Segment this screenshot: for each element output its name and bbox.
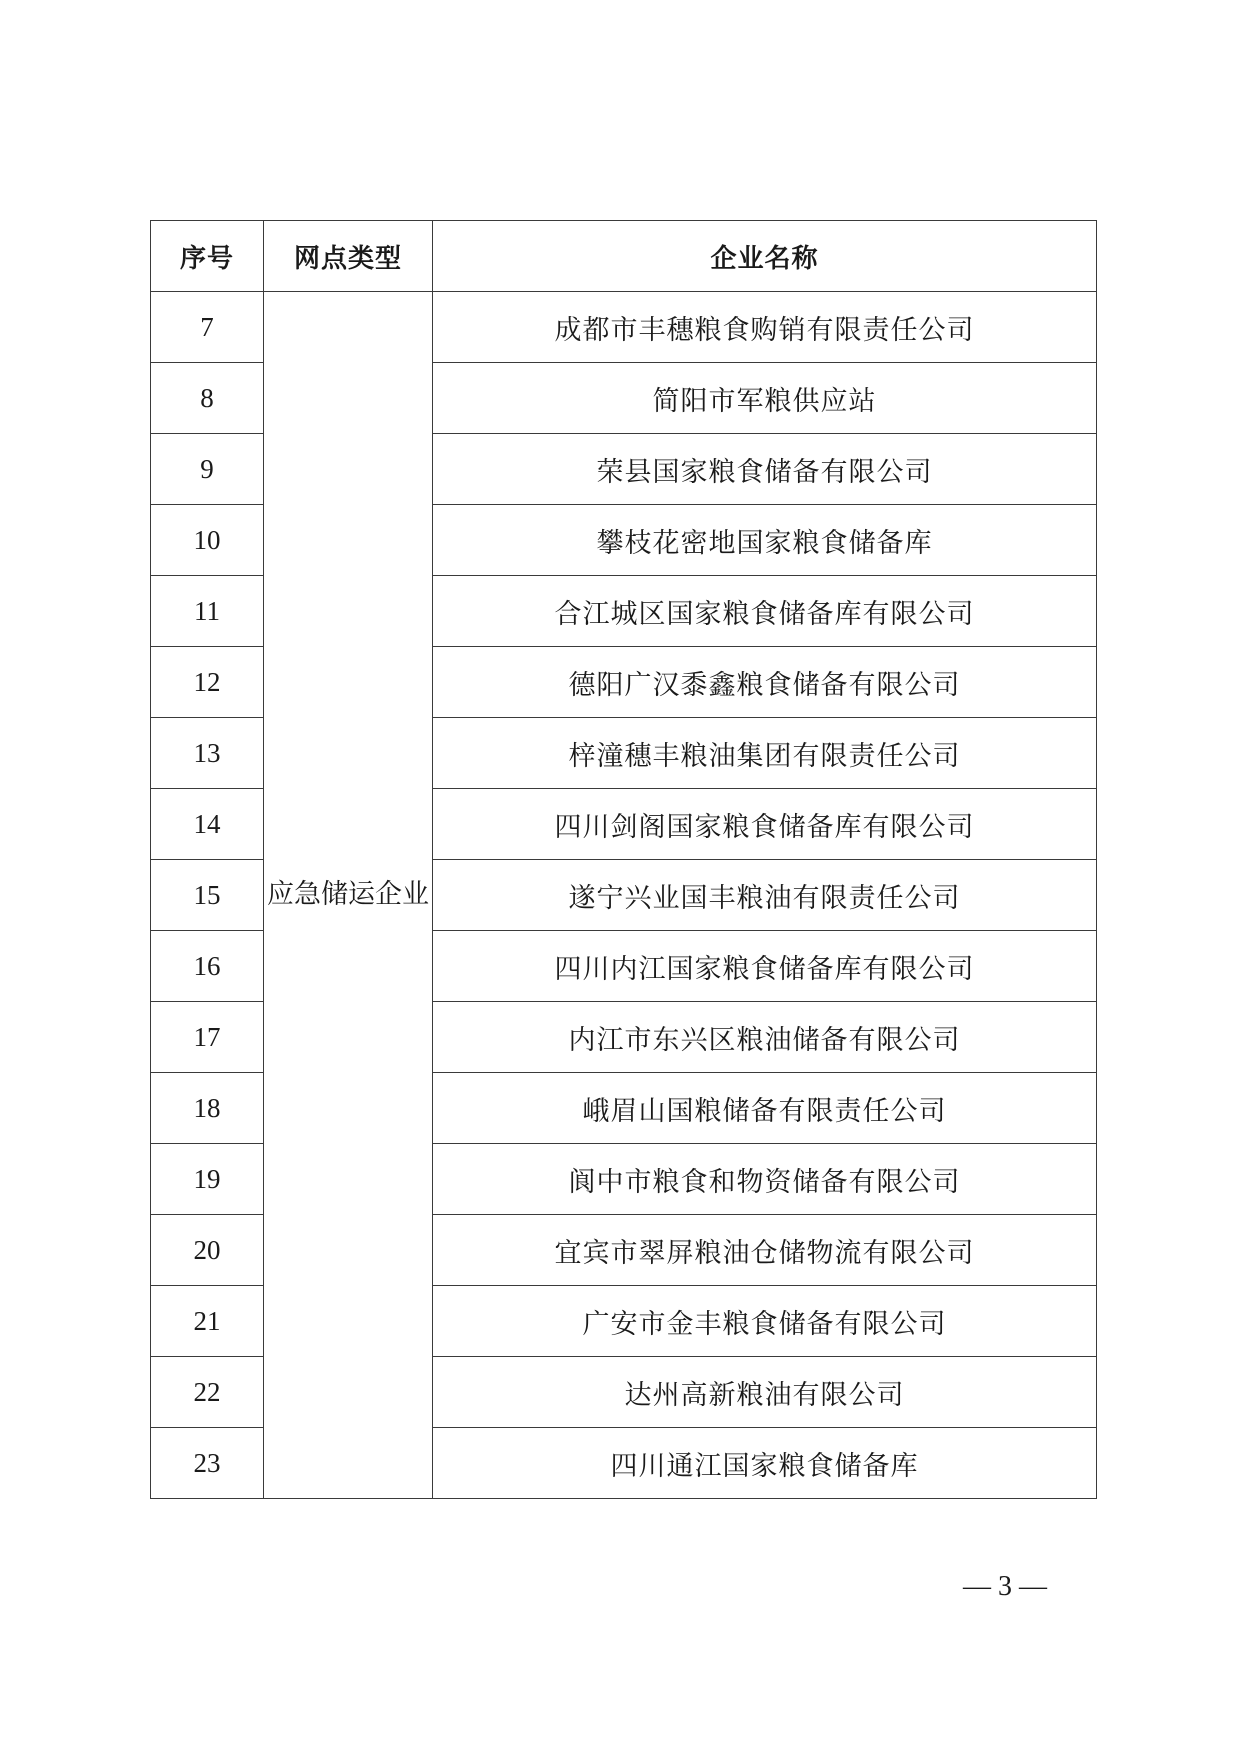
header-seq: 序号 (151, 221, 264, 292)
row-seq: 23 (151, 1428, 264, 1499)
row-seq: 11 (151, 576, 264, 647)
table-row (151, 292, 1097, 363)
row-name: 阆中市粮食和物资储备有限公司 (433, 1144, 1097, 1215)
row-seq: 19 (151, 1144, 264, 1215)
row-name: 梓潼穗丰粮油集团有限责任公司 (433, 718, 1097, 789)
row-seq: 14 (151, 789, 264, 860)
row-name: 广安市金丰粮食储备有限公司 (433, 1286, 1097, 1357)
row-name: 成都市丰穗粮食购销有限责任公司 (433, 292, 1097, 363)
row-seq: 22 (151, 1357, 264, 1428)
header-name: 企业名称 (433, 221, 1097, 292)
row-name: 四川内江国家粮食储备库有限公司 (433, 931, 1097, 1002)
row-seq: 20 (151, 1215, 264, 1286)
row-name: 荣县国家粮食储备有限公司 (433, 434, 1097, 505)
row-seq: 21 (151, 1286, 264, 1357)
row-seq: 12 (151, 647, 264, 718)
row-seq: 9 (151, 434, 264, 505)
row-name: 达州高新粮油有限公司 (433, 1357, 1097, 1428)
row-seq: 17 (151, 1002, 264, 1073)
table-header-row (151, 221, 1097, 292)
row-seq: 16 (151, 931, 264, 1002)
row-name: 四川通江国家粮食储备库 (433, 1428, 1097, 1499)
row-name: 合江城区国家粮食储备库有限公司 (433, 576, 1097, 647)
type-cell: 应急储运企业 (264, 292, 433, 1499)
row-seq: 7 (151, 292, 264, 363)
row-seq: 15 (151, 860, 264, 931)
enterprise-table (150, 220, 1097, 1499)
row-seq: 13 (151, 718, 264, 789)
row-name: 简阳市军粮供应站 (433, 363, 1097, 434)
row-seq: 10 (151, 505, 264, 576)
row-seq: 8 (151, 363, 264, 434)
table-body (151, 292, 1097, 1499)
row-name: 遂宁兴业国丰粮油有限责任公司 (433, 860, 1097, 931)
row-name: 宜宾市翠屏粮油仓储物流有限公司 (433, 1215, 1097, 1286)
row-name: 峨眉山国粮储备有限责任公司 (433, 1073, 1097, 1144)
row-seq: 18 (151, 1073, 264, 1144)
header-type: 网点类型 (264, 221, 433, 292)
page-number: — 3 — (963, 1571, 1047, 1602)
row-name: 内江市东兴区粮油储备有限公司 (433, 1002, 1097, 1073)
row-name: 攀枝花密地国家粮食储备库 (433, 505, 1097, 576)
row-name: 四川剑阁国家粮食储备库有限公司 (433, 789, 1097, 860)
row-name: 德阳广汉黍鑫粮食储备有限公司 (433, 647, 1097, 718)
